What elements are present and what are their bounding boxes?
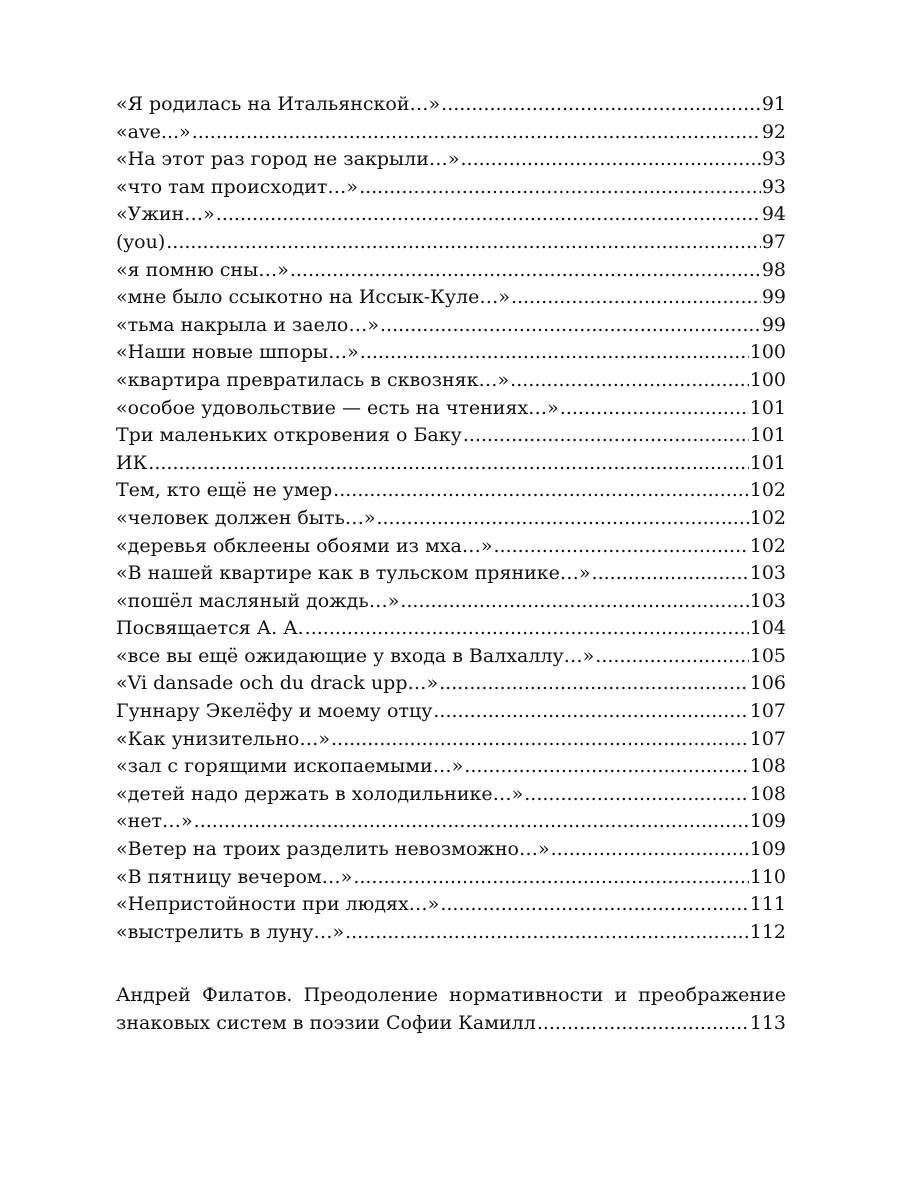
- toc-entry: [116, 919, 786, 947]
- dot-leader: [345, 919, 749, 947]
- toc-entry-title: «деревья обклеены обоями из мха…»: [116, 534, 493, 557]
- toc-entry-page-number: 97: [761, 230, 786, 253]
- toc-entry-page-number: 101: [749, 424, 786, 447]
- toc-entry-title: «Я родилась на Итальянской…»: [116, 93, 441, 115]
- toc-entry-title: «пошёл масляный дождь…»: [116, 589, 400, 612]
- toc-entry: [116, 560, 786, 588]
- toc-entry-title: (you): [116, 230, 166, 253]
- toc-entry: [116, 615, 786, 643]
- toc-entry: [116, 395, 786, 423]
- toc-entry-title: Тем, кто ещё не умер: [116, 479, 333, 502]
- toc-entry: [116, 836, 786, 864]
- toc-entry-page-number: 110: [749, 865, 786, 888]
- toc-entry-title: «детей надо держать в холодильнике…»: [116, 782, 524, 805]
- toc-entry: [116, 284, 786, 312]
- toc-entry-page-number: 102: [749, 506, 786, 529]
- toc-entry-page-number: 111: [749, 893, 786, 916]
- dot-leader: [524, 781, 748, 809]
- dot-leader: [194, 808, 749, 836]
- dot-leader: [537, 1009, 749, 1037]
- toc-entry-page-number: 93: [761, 175, 786, 198]
- toc-entry-page-number: 91: [761, 93, 786, 115]
- toc-entry-title: «На этот раз город не закрыли…»: [116, 148, 460, 171]
- dot-leader: [464, 753, 748, 781]
- toc-entry: [116, 174, 786, 202]
- toc-entry-page-number: 101: [749, 451, 786, 474]
- toc-entry-title: ИК: [116, 451, 148, 474]
- dot-leader: [216, 201, 761, 229]
- toc-entry-page-number: 101: [749, 396, 786, 419]
- toc-entry-page-number: 92: [761, 120, 786, 143]
- toc-entry-title: Три маленьких откровения о Баку: [116, 424, 462, 447]
- toc-entry: [116, 588, 786, 616]
- toc-entry-page-number: 107: [749, 727, 786, 750]
- afterword-page-number: 113: [749, 1012, 786, 1034]
- toc-entry: [116, 643, 786, 671]
- table-of-contents: [116, 91, 786, 946]
- dot-leader: [290, 257, 761, 285]
- toc-entry-page-number: 100: [749, 341, 786, 364]
- toc-entry: [116, 367, 786, 395]
- toc-entry-title: Гуннару Экелёфу и моему отцу: [116, 700, 433, 723]
- toc-entry: [116, 257, 786, 285]
- toc-entry-page-number: 112: [749, 920, 786, 943]
- toc-entry-title: «Ужин…»: [116, 203, 215, 226]
- toc-entry: [116, 698, 786, 726]
- afterword-entry: [116, 981, 786, 1037]
- dot-leader: [460, 146, 760, 174]
- dot-leader: [305, 615, 749, 643]
- toc-entry: [116, 533, 786, 561]
- toc-entry-page-number: 98: [761, 258, 786, 281]
- dot-leader: [360, 339, 749, 367]
- toc-entry-page-number: 104: [749, 617, 786, 640]
- dot-leader: [433, 698, 748, 726]
- toc-entry-title: Посвящается А. А.: [116, 617, 304, 640]
- toc-entry-page-number: 94: [761, 203, 786, 226]
- toc-entry-title: «мне было ссыкотно на Иссык-Куле…»: [116, 286, 510, 309]
- toc-entry: [116, 339, 786, 367]
- toc-entry: [116, 229, 786, 257]
- toc-entry: [116, 477, 786, 505]
- toc-entry-title: «нет…»: [116, 810, 193, 833]
- toc-entry-page-number: 102: [749, 534, 786, 557]
- toc-entry-title: «я помню сны…»: [116, 258, 289, 281]
- toc-entry: [116, 781, 786, 809]
- afterword-title-line-1: Андрей Филатов. Преодоление нормативности и преображение: [116, 984, 786, 1006]
- dot-leader: [400, 588, 748, 616]
- toc-entry: [116, 146, 786, 174]
- dot-leader: [463, 422, 749, 450]
- toc-entry-title: «тьма накрыла и заело…»: [116, 313, 379, 336]
- toc-entry-page-number: 109: [749, 810, 786, 833]
- toc-entry: [116, 450, 786, 478]
- toc-entry-title: «Vi dansade och du drack upp…»: [116, 672, 439, 695]
- toc-entry-page-number: 106: [749, 672, 786, 695]
- dot-leader: [380, 312, 761, 340]
- dot-leader: [331, 726, 749, 754]
- toc-entry: [116, 505, 786, 533]
- toc-entry-title: «зал с горящими ископаемыми…»: [116, 755, 464, 778]
- afterword-title-line-2: знаковых систем в поэзии Софии Камилл: [116, 1012, 536, 1034]
- toc-entry-title: «Как унизительно…»: [116, 727, 331, 750]
- toc-entry: [116, 201, 786, 229]
- toc-entry-page-number: 100: [749, 368, 786, 391]
- toc-entry: [116, 422, 786, 450]
- afterword-title-line-2-row: [116, 1009, 786, 1037]
- dot-leader: [493, 533, 748, 561]
- toc-entry: [116, 312, 786, 340]
- toc-entry-page-number: 107: [749, 700, 786, 723]
- dot-leader: [595, 643, 748, 671]
- toc-entry: [116, 119, 786, 147]
- toc-entry-title: «Ветер на троих разделить невозможно…»: [116, 838, 550, 861]
- toc-entry-page-number: 108: [749, 782, 786, 805]
- toc-entry-page-number: 99: [761, 313, 786, 336]
- toc-entry-title: «В нашей квартире как в тульском прянике…»: [116, 562, 591, 585]
- dot-leader: [148, 450, 748, 478]
- toc-entry-title: «все вы ещё ожидающие у входа в Валхаллу…»: [116, 644, 595, 667]
- toc-entry-page-number: 103: [749, 589, 786, 612]
- toc-entry-page-number: 105: [749, 644, 786, 667]
- dot-leader: [592, 560, 749, 588]
- toc-entry-page-number: 109: [749, 838, 786, 861]
- toc-entry-title: «ave...»: [116, 120, 191, 143]
- toc-entry-title: «что там происходит…»: [116, 175, 359, 198]
- toc-entry-title: «Наши новые шпоры…»: [116, 341, 359, 364]
- dot-leader: [440, 891, 748, 919]
- toc-entry-title: «человек должен быть…»: [116, 506, 376, 529]
- toc-entry-title: «особое удовольствие — есть на чтениях…»: [116, 396, 559, 419]
- dot-leader: [439, 670, 749, 698]
- dot-leader: [376, 505, 748, 533]
- toc-entry: [116, 91, 786, 119]
- dot-leader: [192, 119, 761, 147]
- toc-entry-page-number: 102: [749, 479, 786, 502]
- dot-leader: [510, 367, 749, 395]
- toc-entry-page-number: 99: [761, 286, 786, 309]
- toc-entry: [116, 891, 786, 919]
- toc-entry-page-number: 93: [761, 148, 786, 171]
- toc-entry: [116, 753, 786, 781]
- dot-leader: [560, 395, 749, 423]
- toc-entry-title: «квартира превратилась в сквозняк…»: [116, 368, 510, 391]
- toc-entry-title: «выстрелить в луну…»: [116, 920, 345, 943]
- dot-leader: [353, 864, 748, 892]
- dot-leader: [166, 229, 761, 257]
- dot-leader: [359, 174, 761, 202]
- toc-entry: [116, 864, 786, 892]
- dot-leader: [551, 836, 749, 864]
- toc-entry: [116, 808, 786, 836]
- toc-entry-page-number: 108: [749, 755, 786, 778]
- toc-entry: [116, 726, 786, 754]
- toc-entry-title: «В пятницу вечером…»: [116, 865, 353, 888]
- dot-leader: [333, 477, 749, 505]
- dot-leader: [441, 91, 761, 119]
- dot-leader: [511, 284, 761, 312]
- toc-entry-title: «Непристойности при людях…»: [116, 893, 440, 916]
- toc-entry: [116, 670, 786, 698]
- toc-entry-page-number: 103: [749, 562, 786, 585]
